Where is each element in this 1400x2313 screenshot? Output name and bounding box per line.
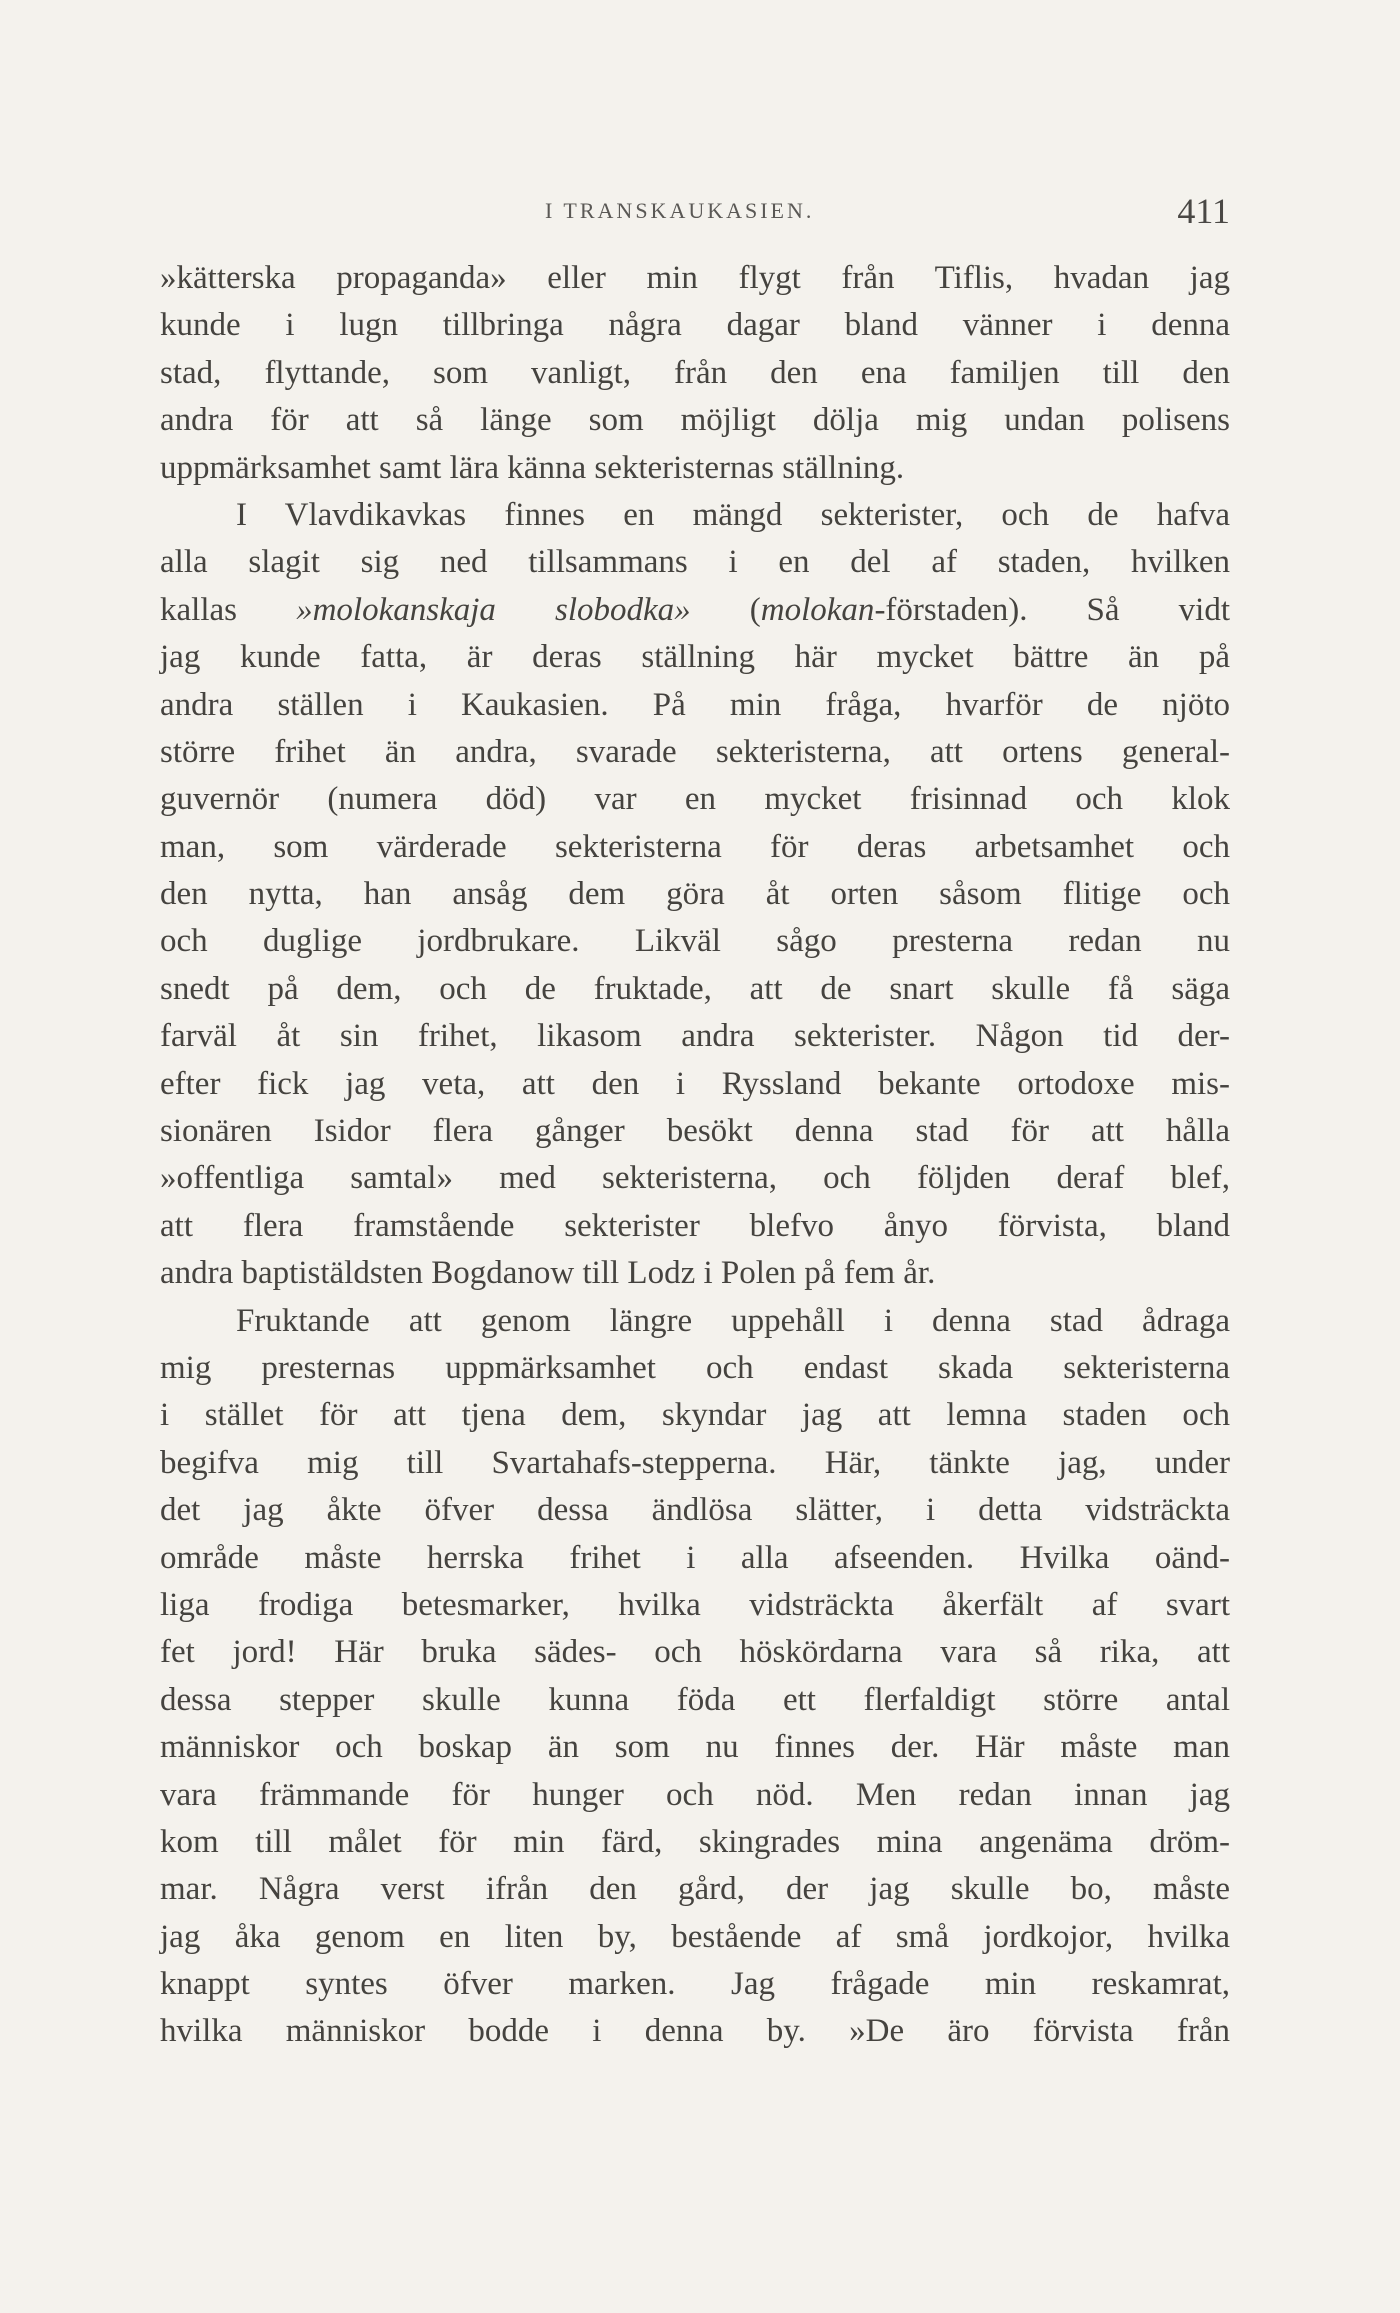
text-line: andra ställen i Kaukasien. På min fråga, hvarför de njöto — [160, 686, 1230, 723]
text-line: jag kunde fatta, är deras ställning här mycket bättre än på — [160, 639, 1230, 676]
text-line: område måste herrska frihet i alla afseenden. Hvilka oänd- — [160, 1539, 1230, 1576]
text-line: »kätterska propaganda» eller min flygt från Tiflis, hvadan jag — [160, 260, 1230, 296]
text-line: man, som värderade sekteristerna för deras arbetsamhet och — [160, 828, 1230, 865]
text-line: hvilka människor bodde i denna by. »De äro förvista från — [160, 2013, 1230, 2050]
page-header — [160, 190, 1230, 240]
text-line: jag åka genom en liten by, bestående af små jordkojor, hvilka — [160, 1918, 1230, 1955]
text-line: dessa stepper skulle kunna föda ett flerfaldigt större antal — [160, 1681, 1230, 1718]
text-line: »offentliga samtal» med sekteristerna, och följden deraf blef, — [160, 1160, 1230, 1197]
text-line: stad, flyttande, som vanligt, från den ena familjen till den — [160, 354, 1230, 391]
italic-term: »molokanskaja slobodka» — [296, 591, 691, 628]
text-line: kom till målet för min färd, skingrades mina angenäma dröm- — [160, 1823, 1230, 1860]
text-line: andra baptistäldsten Bogdanow till Lodz i Polen på fem år. — [160, 1255, 936, 1292]
text-line: större frihet än andra, svarade sekteristerna, att ortens general- — [160, 733, 1230, 770]
text-line: mig presternas uppmärksamhet och endast skada sekteristerna — [160, 1349, 1230, 1386]
text-line: i stället för att tjena dem, skyndar jag att lemna staden och — [160, 1397, 1230, 1434]
text-line: människor och boskap än som nu finnes der. Här måste man — [160, 1729, 1230, 1766]
text-segment: kallas — [160, 591, 297, 628]
text-line: begifva mig till Svartahafs-stepperna. Här, tänkte jag, under — [160, 1444, 1230, 1481]
text-line: att flera framstående sekterister blefvo ånyo förvista, bland — [160, 1207, 1230, 1244]
text-line: alla slagit sig ned tillsammans i en del af staden, hvilken — [160, 544, 1230, 581]
text-line: Fruktande att genom längre uppehåll i denna stad ådraga — [236, 1302, 1230, 1339]
text-line: I Vlavdikavkas finnes en mängd sekterister, och de hafva — [236, 496, 1230, 533]
text-line: sionären Isidor flera gånger besökt denna stad för att hålla — [160, 1113, 1230, 1150]
text-line: andra för att så länge som möjligt dölja mig undan polisens — [160, 402, 1230, 439]
running-title: I TRANSKAUKASIEN. — [545, 198, 815, 223]
text-line: guvernör (numera död) var en mycket frisinnad och klok — [160, 781, 1230, 818]
text-line: uppmärksamhet samt lära känna sekteristernas ställning. — [160, 449, 905, 486]
text-segment: -förstaden). Så vidt — [874, 591, 1230, 628]
text-line: knappt syntes öfver marken. Jag frågade min reskamrat, — [160, 1966, 1230, 2003]
text-line: liga frodiga betesmarker, hvilka vidsträckta åkerfält af svart — [160, 1586, 1230, 1623]
text-line: snedt på dem, och de fruktade, att de snart skulle få säga — [160, 970, 1230, 1007]
text-segment: ( — [690, 591, 761, 628]
text-line: den nytta, han ansåg dem göra åt orten såsom flitige och — [160, 876, 1230, 913]
text-line: och duglige jordbrukare. Likväl sågo presterna redan nu — [160, 923, 1230, 960]
text-line-mixed — [160, 587, 1230, 634]
text-line: fet jord! Här bruka sädes- och höskördarna vara så rika, att — [160, 1634, 1230, 1671]
text-line: efter fick jag veta, att den i Ryssland bekante ortodoxe mis- — [160, 1065, 1230, 1102]
text-line: kunde i lugn tillbringa några dagar bland vänner i denna — [160, 307, 1230, 344]
text-line: vara främmande för hunger och nöd. Men redan innan jag — [160, 1776, 1230, 1813]
text-line: mar. Några verst ifrån den gård, der jag skulle bo, måste — [160, 1871, 1230, 1908]
text-line: det jag åkte öfver dessa ändlösa slätter, i detta vidsträckta — [160, 1492, 1230, 1529]
page-number: 411 — [1177, 191, 1230, 231]
italic-term: molokan — [760, 591, 875, 628]
body-text — [160, 255, 1230, 2056]
text-line: farväl åt sin frihet, likasom andra sekterister. Någon tid der- — [160, 1018, 1230, 1055]
